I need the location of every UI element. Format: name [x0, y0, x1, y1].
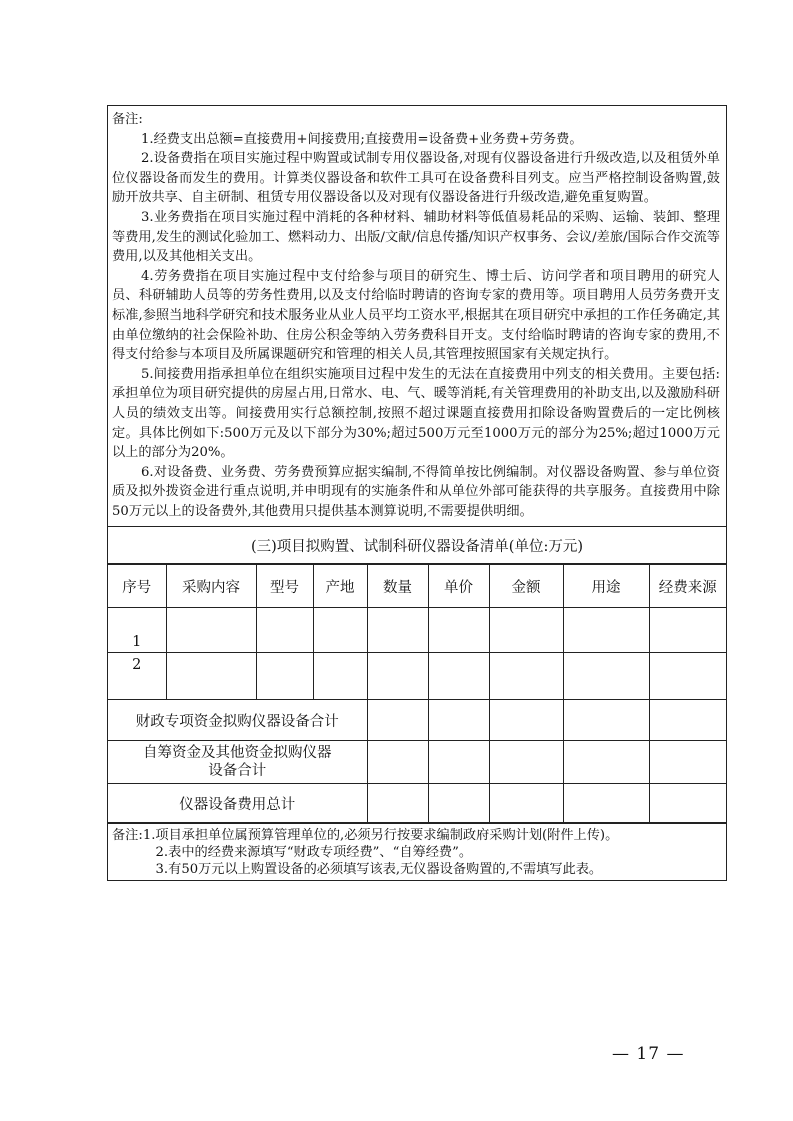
cell-purpose[interactable]: [563, 608, 649, 653]
cell-model[interactable]: [256, 653, 313, 700]
cell-amount[interactable]: [489, 741, 563, 784]
table-footnote: [108, 823, 726, 880]
note-item-1: 1.经费支出总额=直接费用+间接费用;直接费用=设备费+业务费+劳务费。: [141, 131, 583, 147]
header-index: 序号: [108, 565, 166, 608]
cell-quantity[interactable]: [367, 653, 428, 700]
footnote-line-1: 备注:1.项目承担单位属预算管理单位的,必须另行按要求编制政府采购计划(附件上传)。: [112, 828, 619, 844]
equipment-table: [108, 564, 726, 823]
cell-fund-source[interactable]: [649, 608, 726, 653]
header-purpose: 用途: [563, 565, 649, 608]
budget-form: [107, 105, 727, 881]
cell-unit-price[interactable]: [428, 653, 489, 700]
header-quantity: 数量: [367, 565, 428, 608]
budget-notes: [108, 106, 726, 527]
self-funded-subtotal-row: [108, 741, 726, 784]
header-unit-price: 单价: [428, 565, 489, 608]
cell-amount[interactable]: [489, 608, 563, 653]
cell-quantity[interactable]: [367, 784, 428, 823]
cell-fund-source[interactable]: [649, 741, 726, 784]
cell-origin[interactable]: [313, 608, 367, 653]
note-item-3: 3.业务费指在项目实施过程中消耗的各种材料、辅助材料等低值易耗品的采购、运输、装卸、整理等费用,发生的测试化验加工、燃料动力、出版/文献/信息传播/知识产权事务、会议/差旅/国际合作交流等费用,以及其他相关支出。: [112, 209, 720, 265]
self-funded-label-line2: 设备合计: [208, 763, 267, 780]
row-index: 2: [108, 653, 166, 700]
note-item-4: 4.劳务费指在项目实施过程中支付给参与项目的研究生、博士后、访问学者和项目聘用的研究人员、科研辅助人员等的劳务性费用,以及支付给临时聘请的咨询专家的费用等。项目聘用人员劳务费开支标准,参照当地科学研究和技术服务业从业人员平均工资水平,根据其在项目研究中承担的工作任务确定,其由单位缴纳的社会保险补助、住房公积金等纳入劳务费科目开支。支付给临时聘请的咨询专家的费用,不得支付给参与本项目及所属课题研究和管理的相关人员,其管理按照国家有关规定执行。: [112, 268, 720, 363]
note-item-2: 2.设备费指在项目实施过程中购置或试制专用仪器设备,对现有仪器设备进行升级改造,以及租赁外单位仪器设备而发生的费用。计算类仪器设备和软件工具可在设备费科目列支。应当严格控制设备购置,鼓励开放共享、自主研制、租赁专用仪器设备以及对现有仪器设备进行升级改造,避免重复购置。: [112, 151, 720, 206]
cell-unit-price[interactable]: [428, 741, 489, 784]
page-number: — 17 —: [612, 1044, 685, 1064]
cell-purpose[interactable]: [563, 653, 649, 700]
note-item-6: 6.对设备费、业务费、劳务费预算应据实编制,不得简单按比例编制。对仪器设备购置、参与单位资质及拟外拨资金进行重点说明,并申明现有的实施条件和从单位外部可能获得的共享服务。直接费用中除50万元以上的设备费外,其他费用只提供基本测算说明,不需要提供明细。: [112, 464, 720, 519]
cell-fund-source[interactable]: [649, 700, 726, 741]
grand-total-row: [108, 784, 726, 823]
cell-fund-source[interactable]: [649, 653, 726, 700]
cell-unit-price[interactable]: [428, 608, 489, 653]
header-model: 型号: [256, 565, 313, 608]
header-origin: 产地: [313, 565, 367, 608]
cell-quantity[interactable]: [367, 741, 428, 784]
row-index: 1: [108, 608, 166, 653]
cell-item[interactable]: [166, 608, 256, 653]
cell-purpose[interactable]: [563, 784, 649, 823]
note-item-5: 5.间接费用指承担单位在组织实施项目过程中发生的无法在直接费用中列支的相关费用。主要包括:承担单位为项目研究提供的房屋占用,日常水、电、气、暖等消耗,有关管理费用的补助支出,以及激励科研人员的绩效支出等。间接费用实行总额控制,按照不超过课题直接费用扣除设备购置费后的一定比例核定。具体比例如下:500万元及以下部分为30%;超过500万元至1000万元的部分为25%;超过1000万元以上的部分为20%。: [112, 366, 720, 461]
cell-fund-source[interactable]: [649, 784, 726, 823]
cell-item[interactable]: [166, 653, 256, 700]
cell-quantity[interactable]: [367, 608, 428, 653]
table-row: [108, 653, 726, 700]
table-row: [108, 608, 726, 653]
cell-model[interactable]: [256, 608, 313, 653]
equipment-table-caption: (三)项目拟购置、试制科研仪器设备清单(单位:万元): [108, 527, 726, 564]
header-amount: 金额: [489, 565, 563, 608]
footnote-line-2: 2.表中的经费来源填写“财政专项经费”、“自筹经费”。: [155, 845, 473, 861]
cell-amount[interactable]: [489, 653, 563, 700]
self-funded-subtotal-label: [108, 741, 367, 784]
cell-unit-price[interactable]: [428, 700, 489, 741]
header-fund-source: 经费来源: [649, 565, 726, 608]
cell-amount[interactable]: [489, 700, 563, 741]
notes-title: 备注:: [112, 112, 143, 127]
table-header-row: [108, 565, 726, 608]
cell-origin[interactable]: [313, 653, 367, 700]
cell-unit-price[interactable]: [428, 784, 489, 823]
footnote-line-3: 3.有50万元以上购置设备的必须填写该表,无仪器设备购置的,不需填写此表。: [155, 862, 603, 878]
cell-purpose[interactable]: [563, 741, 649, 784]
header-item: 采购内容: [166, 565, 256, 608]
self-funded-label-line1: 自筹资金及其他资金拟购仪器: [143, 745, 332, 762]
cell-purpose[interactable]: [563, 700, 649, 741]
fiscal-subtotal-label: 财政专项资金拟购仪器设备合计: [108, 700, 367, 741]
fiscal-subtotal-row: [108, 700, 726, 741]
cell-quantity[interactable]: [367, 700, 428, 741]
cell-amount[interactable]: [489, 784, 563, 823]
grand-total-label: 仪器设备费用总计: [108, 784, 367, 823]
